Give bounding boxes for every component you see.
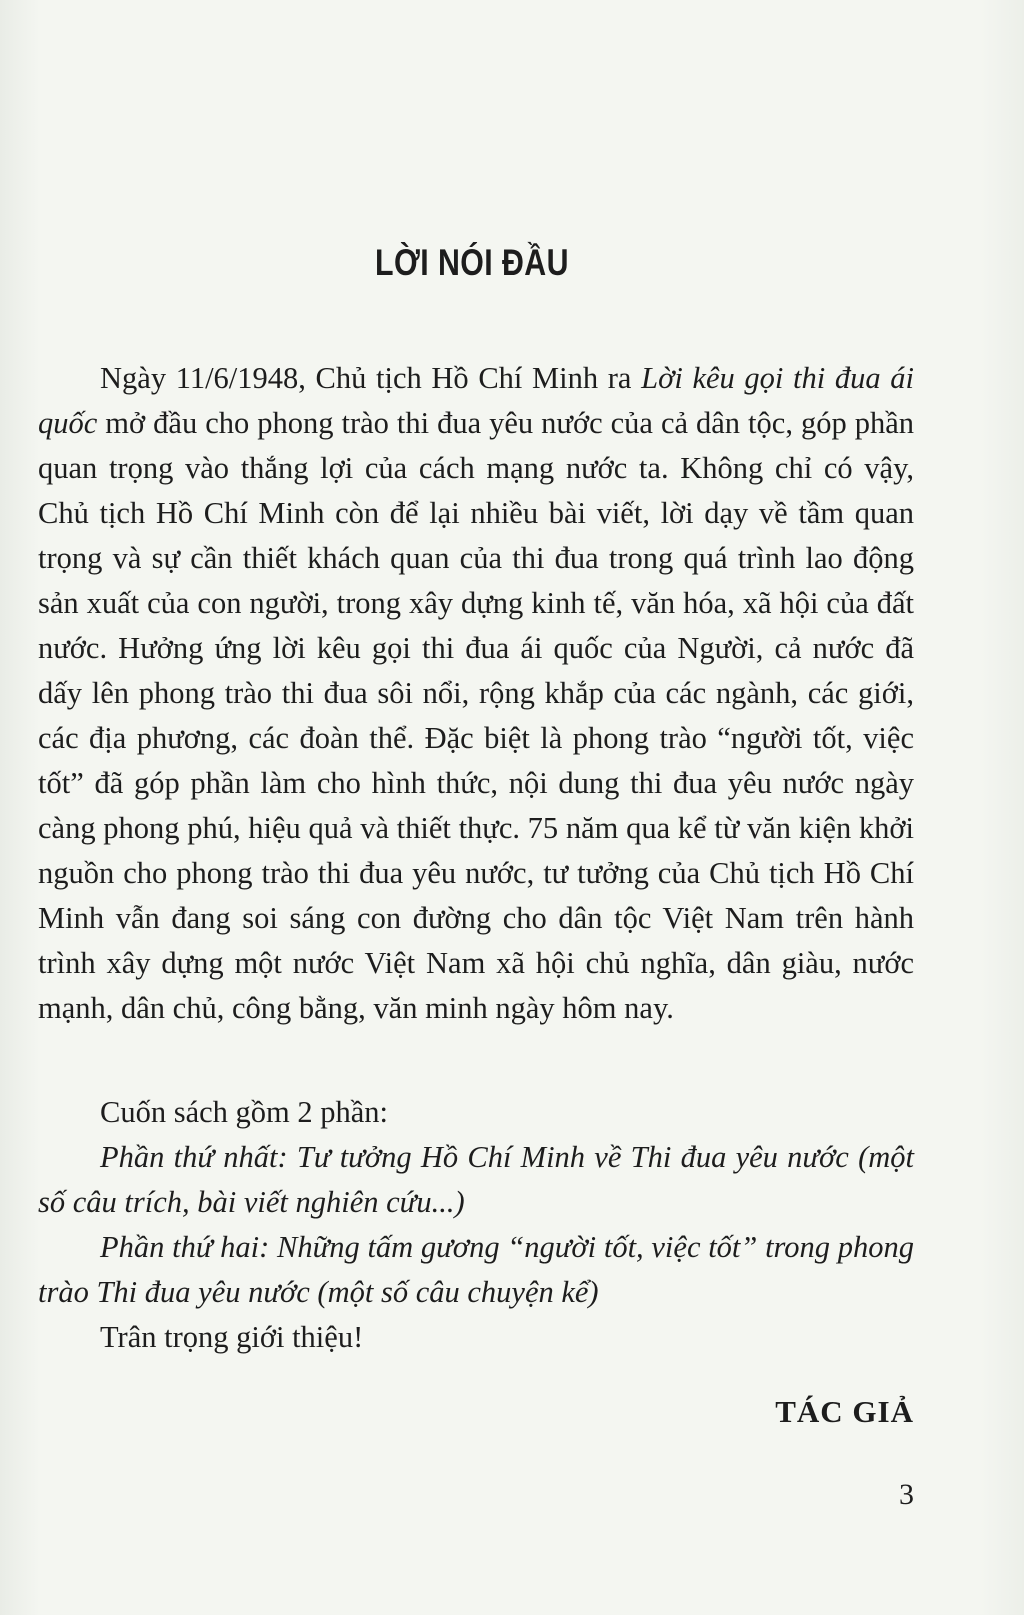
- intro-lead: Ngày 11/6/1948, Chủ tịch Hồ Chí Minh ra: [100, 361, 642, 395]
- part-two-description: Phần thứ hai: Những tấm gương “người tốt, việc tốt” trong phong trào Thi đua yêu nước (một số câu chuyện kể): [38, 1230, 914, 1309]
- intro-rest: mở đầu cho phong trào thi đua yêu nước của cả dân tộc, góp phần quan trọng vào thắng lợi của cách mạng nước ta. Không chỉ có vậy, Chủ tịch Hồ Chí Minh còn để lại nhiều bài viết, lời dạy về tầm quan trọng và sự cần thiết khách quan của thi đua trong quá trình lao động sản xuất của con người, trong xây dựng kinh tế, văn hóa, xã hội của đất nước. Hưởng ứng lời kêu gọi thi đua ái quốc của Người, cả nước đã dấy lên phong trào thi đua sôi nổi, rộng khắp của các ngành, các giới, các địa phương, các đoàn thể. Đặc biệt là phong trào “người tốt, việc tốt” đã góp phần làm cho hình thức, nội dung thi đua yêu nước ngày càng phong phú, hiệu quả và thiết thực. 75 năm qua kể từ văn kiện khởi nguồn cho phong trào thi đua yêu nước, tư tưởng của Chủ tịch Hồ Chí Minh vẫn đang soi sáng con đường cho dân tộc Việt Nam trên hành trình xây dựng một nước Việt Nam xã hội chủ nghĩa, dân giàu, nước mạnh, dân chủ, công bằng, văn minh ngày hôm nay.: [38, 406, 914, 1025]
- book-parts-intro: Cuốn sách gồm 2 phần:: [100, 1095, 389, 1129]
- page-number: 3: [899, 1478, 914, 1511]
- intro-paragraph: [38, 356, 914, 1031]
- closing-line: Trân trọng giới thiệu!: [100, 1320, 364, 1354]
- part-one-description: Phần thứ nhất: Tư tưởng Hồ Chí Minh về Thi đua yêu nước (một số câu trích, bài viết nghiên cứu...): [38, 1140, 914, 1219]
- page-title: LỜI NÓI ĐẦU: [375, 242, 569, 283]
- intro-emphasis: Lời kêu gọi thi đua ái quốc: [38, 361, 915, 440]
- book-structure-section: [38, 1090, 914, 1360]
- author-signature: TÁC GIẢ: [775, 1394, 914, 1429]
